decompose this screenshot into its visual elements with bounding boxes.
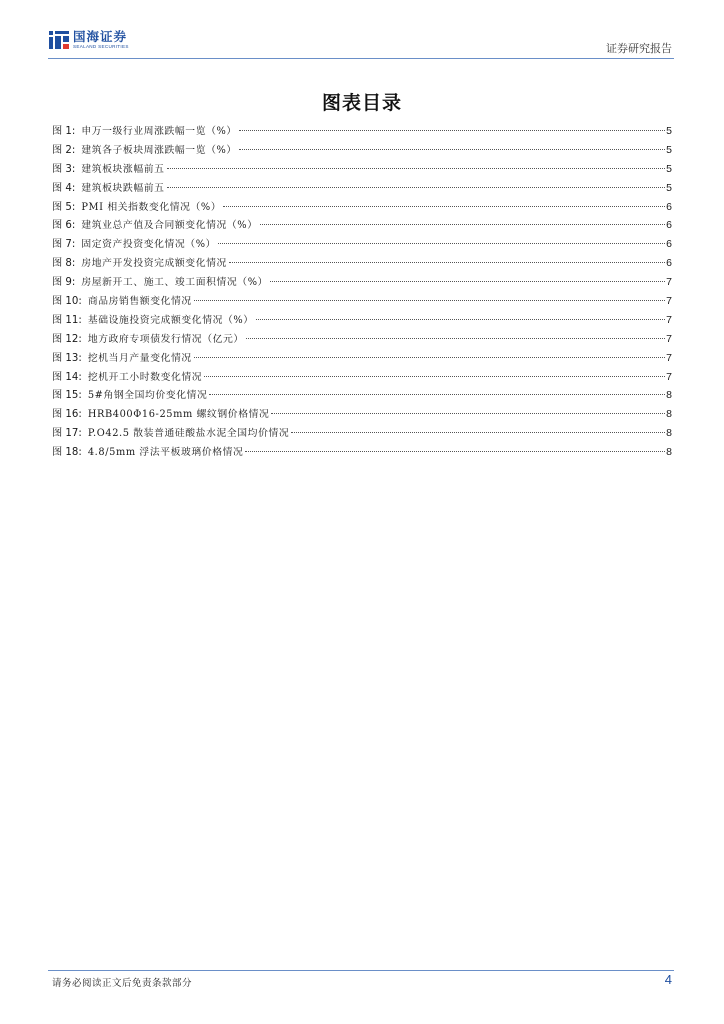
toc-entry-leader [245,451,665,452]
toc-entry[interactable] [52,141,672,160]
toc-entry-leader [260,224,666,225]
toc-entry-title: P.O42.5 散装普通硅酸盐水泥全国均价情况 [87,428,290,440]
toc-entry[interactable] [52,122,672,141]
toc-entry-label: 图 18: [52,447,82,459]
toc-entry-leader [271,413,665,414]
figure-list [52,122,672,462]
toc-entry-page: 7 [666,351,672,364]
sealand-logo [48,30,129,54]
toc-entry-label: 图 10: [52,296,82,308]
toc-entry[interactable] [52,424,672,443]
toc-entry-label: 图 8: [52,258,76,270]
toc-entry-title: 建筑业总产值及合同额变化情况（%） [81,220,258,232]
toc-entry-title: 建筑板块涨幅前五 [81,163,165,175]
toc-entry[interactable] [52,254,672,273]
toc-entry-title: HRB400Φ16-25mm 螺纹钢价格情况 [87,409,270,421]
toc-entry-label: 图 4: [52,182,76,194]
toc-entry-page: 7 [666,332,672,345]
logo-english-name: SEALAND SECURITIES [73,44,129,49]
toc-title: 图表目录 [321,92,402,114]
toc-entry-title: 建筑各子板块周涨跌幅一览（%） [81,144,237,156]
toc-entry-title: 建筑板块跌幅前五 [81,182,165,194]
toc-entry[interactable] [52,216,672,235]
toc-entry-leader [167,168,666,169]
toc-entry-leader [167,187,666,188]
disclaimer-note: 请务必阅读正文后免责条款部分 [52,978,193,989]
toc-entry-leader [239,149,665,150]
toc-entry-label: 图 5: [52,201,76,213]
toc-entry-title: 地方政府专项债发行情况（亿元） [87,333,244,345]
toc-entry-title: 基础设施投资完成额变化情况（%） [87,314,254,326]
page-number: 4 [664,972,672,987]
toc-entry-page: 5 [666,125,672,137]
toc-entry-leader [223,206,665,207]
toc-entry-page: 6 [666,200,672,213]
footer-divider [48,970,674,971]
toc-entry-page: 6 [666,219,672,232]
toc-entry-label: 图 11: [52,314,82,326]
toc-entry[interactable] [52,179,672,198]
toc-entry-label: 图 14: [52,371,82,383]
toc-entry-page: 7 [666,313,672,326]
toc-entry-title: 挖机开工小时数变化情况 [87,371,203,383]
toc-entry[interactable] [52,311,672,330]
toc-entry-leader [291,432,665,433]
toc-entry-page: 7 [666,370,672,383]
toc-entry-leader [256,319,665,320]
sealand-logo-icon [48,30,70,50]
report-type-label: 证券研究报告 [606,42,672,55]
toc-entry-page: 6 [666,238,672,251]
toc-entry-label: 图 1: [52,126,76,137]
toc-entry[interactable] [52,235,672,254]
toc-entry-page: 8 [666,389,672,402]
toc-entry-leader [270,281,665,282]
toc-entry-label: 图 6: [52,220,76,232]
toc-entry[interactable] [52,349,672,368]
toc-entry-label: 图 7: [52,239,76,251]
toc-entry-title: 固定资产投资变化情况（%） [81,239,217,251]
toc-entry[interactable] [52,330,672,349]
toc-entry-label: 图 16: [52,409,82,421]
toc-entry-page: 8 [666,408,672,421]
toc-entry-title: 商品房销售额变化情况 [87,296,192,308]
toc-entry-leader [239,130,665,131]
toc-entry[interactable] [52,386,672,405]
toc-entry-label: 图 3: [52,163,76,175]
toc-entry-leader [218,243,665,244]
header-divider [48,58,674,59]
toc-entry-page: 5 [666,162,672,175]
logo-chinese-name: 国海证券 [73,29,128,44]
toc-entry-label: 图 17: [52,428,82,440]
toc-entry-title: 4.8/5mm 浮法平板玻璃价格情况 [87,447,244,459]
toc-entry-title: 申万一级行业周涨跌幅一览（%） [81,126,237,137]
toc-entry[interactable] [52,273,672,292]
toc-entry-title: PMI 相关指数变化情况（%） [81,201,222,213]
toc-entry-page: 7 [666,276,672,289]
page-header [48,30,674,58]
toc-entry-leader [204,376,665,377]
toc-entry-label: 图 12: [52,333,82,345]
toc-entry-page: 5 [666,143,672,156]
toc-entry-page: 5 [666,181,672,194]
toc-entry-title: 挖机当月产量变化情况 [87,352,192,364]
toc-entry-label: 图 9: [52,277,76,289]
toc-entry[interactable] [52,292,672,311]
toc-entry-leader [209,394,665,395]
toc-entry[interactable] [52,160,672,179]
toc-entry-leader [246,338,665,339]
toc-entry-page: 8 [666,427,672,440]
toc-entry[interactable] [52,443,672,462]
toc-entry-page: 7 [666,295,672,308]
toc-entry-title: 房地产开发投资完成额变化情况 [81,258,227,270]
toc-entry[interactable] [52,198,672,217]
toc-entry-page: 6 [666,257,672,270]
toc-entry-page: 8 [666,446,672,459]
toc-entry-label: 图 13: [52,352,82,364]
toc-entry-leader [194,300,665,301]
toc-entry-leader [229,262,665,263]
toc-entry-label: 图 15: [52,390,82,402]
toc-entry-title: 房屋新开工、施工、竣工面积情况（%） [81,277,268,289]
toc-entry[interactable] [52,405,672,424]
toc-entry-leader [194,357,665,358]
toc-entry-label: 图 2: [52,144,76,156]
toc-entry[interactable] [52,368,672,387]
toc-entry-title: 5#角钢全国均价变化情况 [87,390,208,402]
